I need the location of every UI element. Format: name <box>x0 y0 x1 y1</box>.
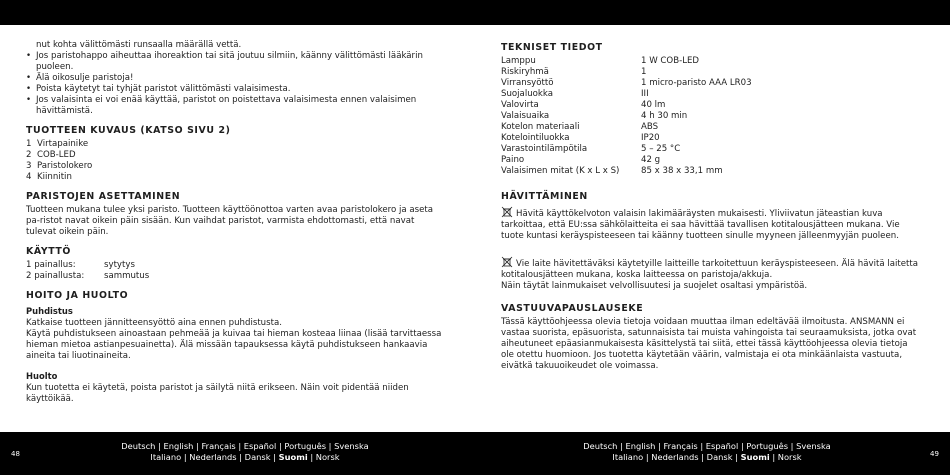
spec-key: Varastointilämpötila <box>501 144 588 154</box>
language-line-2 <box>100 452 390 463</box>
item-number: 2 <box>26 150 32 160</box>
disposal-paragraph-2 <box>501 256 921 281</box>
crossed-bin-icon <box>501 206 513 218</box>
table-row <box>501 56 921 67</box>
list-item: • Jos valaisinta ei voi enää käyttää, paristot on poistettava valaisimesta ennen valaisimen hävittämistä. <box>26 95 444 117</box>
spec-key: Kotelon materiaali <box>501 122 580 132</box>
top-bar <box>0 0 950 25</box>
list-item: • Älä oikosulje paristoja! <box>26 73 444 84</box>
storage-text: Kun tuotetta ei käytetä, poista paristot ja säilytä niitä erikseen. Näin voit pidentää niiden käyttöikää. <box>26 383 409 404</box>
battery-heading: PARISTOJEN ASETTAMINEN <box>26 191 181 202</box>
liability-text: Tässä käyttöohjeessa olevia tietoja voidaan muuttaa ilman edeltävää ilmoitusta. ANSMANN ei vastaa suorista, epäsuorista, satunnaisista tai muista vahingoista tai seuraamuksista, jotka ovat aiheutuneet epäasianmukaisesta käsittelystä tai siitä, ettei tässä käyttöohjeessa olevia tietoja ole otettu huomioon. Jos tuotetta käytetään väärin, valmistaja ei ota minkäänlaista vastuuta, eivätkä takuuoikeudet ole voimassa. <box>501 317 917 371</box>
use-row <box>26 260 444 271</box>
spec-value: 5 – 25 °C <box>641 144 681 154</box>
language-line-2 <box>562 452 852 463</box>
spec-value: 1 micro-paristo AAA LR03 <box>641 78 752 88</box>
use-value: sytytys <box>104 260 135 270</box>
item-number: 3 <box>26 161 32 171</box>
list-item <box>26 161 444 172</box>
table-row <box>501 111 921 122</box>
list-item <box>26 150 444 161</box>
table-row <box>501 67 921 78</box>
spec-key: Valaisimen mitat (K x L x S) <box>501 166 620 176</box>
disposal-text-1: Hävitä käyttökelvoton valaisin lakimääräysten mukaisesti. Yliviivatun jäteastian kuva tarkoittaa, että EU:ssa sähkölaitteita ei saa hävittää tavallisen kotitalousjätteen mukana. Vie tuote kuntasi keräyspisteeseen tai käänny tuotteen sinulle myyneen jälleenmyyjän puoleen. <box>501 209 900 241</box>
spec-value: III <box>641 89 649 99</box>
language-list-part: | Norsk <box>307 452 340 462</box>
language-nav-left <box>100 441 390 463</box>
care-heading: HOITO JA HUOLTO <box>26 290 129 301</box>
spec-key: Lamppu <box>501 56 536 66</box>
spec-key: Paino <box>501 155 525 165</box>
use-row <box>26 271 444 282</box>
use-value: sammutus <box>104 271 150 281</box>
list-item: • Poista käytetyt tai tyhjät paristot välittömästi valaisimesta. <box>26 84 444 95</box>
item-label: Kiinnitin <box>37 172 72 182</box>
battery-text: Tuotteen mukana tulee yksi paristo. Tuotteen käyttöönottoa varten avaa paristolokero ja aseta pa-ristot navat oikein päin sisään. Kun vaihdat paristot, varmista ehdottomasti, että navat tulevat oikein päin. <box>26 205 434 237</box>
language-list-part: Italiano | Nederlands | Dansk | <box>150 452 279 462</box>
spec-value: 4 h 30 min <box>641 111 688 121</box>
disposal-heading: HÄVITTÄMINEN <box>501 191 588 202</box>
item-label: Paristolokero <box>37 161 93 171</box>
table-row <box>501 122 921 133</box>
language-list-part: Italiano | Nederlands | Dansk | <box>612 452 741 462</box>
list-item <box>26 172 444 183</box>
spec-key: Kotelointiluokka <box>501 133 570 143</box>
item-number: 1 <box>26 139 32 149</box>
page-number-left: 48 <box>11 450 20 458</box>
item-number: 4 <box>26 172 32 182</box>
spec-value: 1 W COB-LED <box>641 56 700 66</box>
spec-key: Valaisuaika <box>501 111 550 121</box>
use-key: 2 painallusta: <box>26 271 85 281</box>
disposal-text-3: Näin täytät lainmukaiset velvollisuutesi ja suojelet osaltasi ympäristöä. <box>501 281 808 291</box>
tech-heading: TEKNISET TIEDOT <box>501 42 603 53</box>
list-item: • Jos paristohappo aiheuttaa ihoreaktion tai sitä joutuu silmiin, käänny välittömästi lääkärin puoleen. <box>26 51 444 73</box>
product-description-heading: TUOTTEEN KUVAUS (KATSO SIVU 2) <box>26 125 231 136</box>
cleaning-text-1: Katkaise tuotteen jännitteensyöttö aina ennen puhdistusta. <box>26 318 282 328</box>
spec-value: IP20 <box>641 133 660 143</box>
language-nav-right <box>562 441 852 463</box>
table-row <box>501 166 921 177</box>
cleaning-text-2: Käytä puhdistukseen ainoastaan pehmeää ja kuivaa tai hieman kosteaa liinaa (lisää tarvittaessa hieman mietoa astianpesuainetta). Älä missään tapauksessa käytä puhdistukseen hankaavia aineita tai liuotinaineita. <box>26 329 442 361</box>
storage-subheading: Huolto <box>26 371 58 381</box>
spec-key: Valovirta <box>501 100 539 110</box>
table-row <box>501 78 921 89</box>
spec-key: Virransyöttö <box>501 78 554 88</box>
page-number-right: 49 <box>930 450 939 458</box>
language-active: Suomi <box>740 452 770 462</box>
liability-heading: VASTUUVAPAUSLAUSEKE <box>501 303 644 314</box>
product-parts-list <box>26 139 444 183</box>
left-page <box>26 40 444 405</box>
crossed-bin-icon <box>501 256 513 268</box>
table-row <box>501 89 921 100</box>
table-row <box>501 133 921 144</box>
item-label: Virtapainike <box>37 139 89 149</box>
table-row <box>501 100 921 111</box>
use-key: 1 painallus: <box>26 260 76 270</box>
safety-list <box>26 40 444 117</box>
spec-key: Riskiryhmä <box>501 67 549 77</box>
disposal-text-2: Vie laite hävitettäväksi käytetyille laitteille tarkoitettuun keräyspisteeseen. Älä hävitä laitetta kotitalousjätteen mukana, koska laitteessa on paristoja/akkuja. <box>501 259 919 280</box>
table-row <box>501 144 921 155</box>
spec-value: 1 <box>641 67 647 77</box>
language-line-1: Deutsch | English | Français | Español | Português | Svenska <box>121 441 369 451</box>
spec-value: 85 x 38 x 33,1 mm <box>641 166 723 176</box>
cleaning-subheading: Puhdistus <box>26 306 73 316</box>
spec-value: 42 g <box>641 155 661 165</box>
table-row <box>501 155 921 166</box>
spec-value: ABS <box>641 122 659 132</box>
spec-table <box>501 56 921 177</box>
language-active: Suomi <box>278 452 308 462</box>
language-line-1: Deutsch | English | Français | Español | Português | Svenska <box>583 441 831 451</box>
language-list-part: | Norsk <box>769 452 802 462</box>
spec-key: Suojaluokka <box>501 89 553 99</box>
spec-value: 40 lm <box>641 100 666 110</box>
list-item <box>26 139 444 150</box>
list-item: nut kohta välittömästi runsaalla määrällä vettä. <box>36 40 242 50</box>
use-heading: KÄYTTÖ <box>26 246 71 257</box>
right-page <box>501 40 921 372</box>
disposal-paragraph-1 <box>501 206 921 242</box>
item-label: COB-LED <box>37 150 76 160</box>
